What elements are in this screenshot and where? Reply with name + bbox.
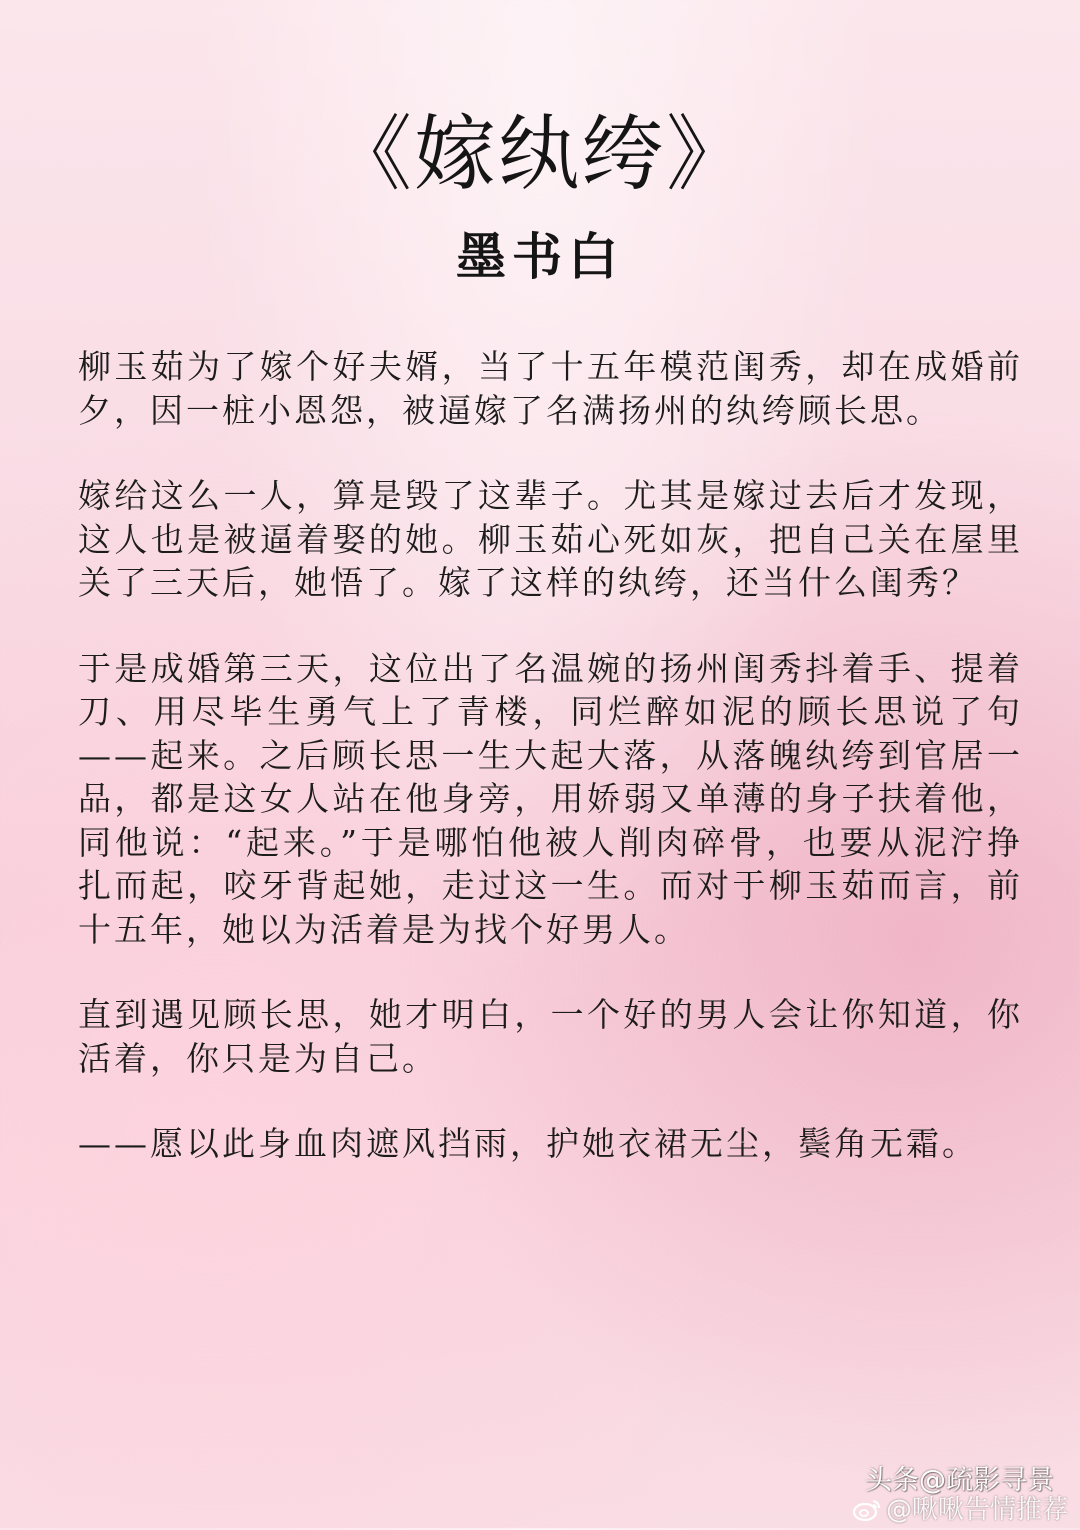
closing-quote: ——愿以此身血肉遮风挡雨，护她衣裙无尘，鬓角无霜。 xyxy=(78,1124,978,1163)
paragraph: 嫁给这么一人，算是毁了这辈子。尤其是嫁过去后才发现，这人也是被逼着娶的她。柳玉茹心死如灰，把自己关在屋里关了三天后，她悟了。嫁了这样的纨绔，还当什么闺秀？ xyxy=(78,476,1023,602)
synopsis-body xyxy=(78,345,1023,1208)
book-title: 《嫁纨绔》 xyxy=(329,107,750,202)
paragraph: 柳玉茹为了嫁个好夫婿，当了十五年模范闺秀，却在成婚前夕，因一桩小恩怨，被逼嫁了名满扬州的纨绔顾长思。 xyxy=(78,347,1023,430)
paragraph: 直到遇见顾长思，她才明白，一个好的男人会让你知道，你活着，你只是为自己。 xyxy=(78,995,1023,1078)
author-name: 墨书白 xyxy=(456,227,624,286)
weibo-handle: @啾啾告情推荐 xyxy=(885,1495,1068,1525)
paragraph: 于是成婚第三天，这位出了名温婉的扬州闺秀抖着手、提着刀、用尽毕生勇气上了青楼，同烂醉如泥的顾长思说了句——起来。之后顾长思一生大起大落，从落魄纨绔到官居一品，都是这女人站在他身旁，用娇弱又单薄的身子扶着他，同他说：“起来。”于是哪怕他被人削肉碎骨，也要从泥泞挣扎而起，咬牙背起她，走过这一生。而对于柳玉茹而言，前十五年，她以为活着是为找个好男人。 xyxy=(78,648,1023,949)
weibo-watermark xyxy=(852,1494,1068,1526)
toutiao-watermark: 头条@疏影寻景 xyxy=(865,1465,1054,1496)
weibo-icon xyxy=(852,1498,882,1522)
